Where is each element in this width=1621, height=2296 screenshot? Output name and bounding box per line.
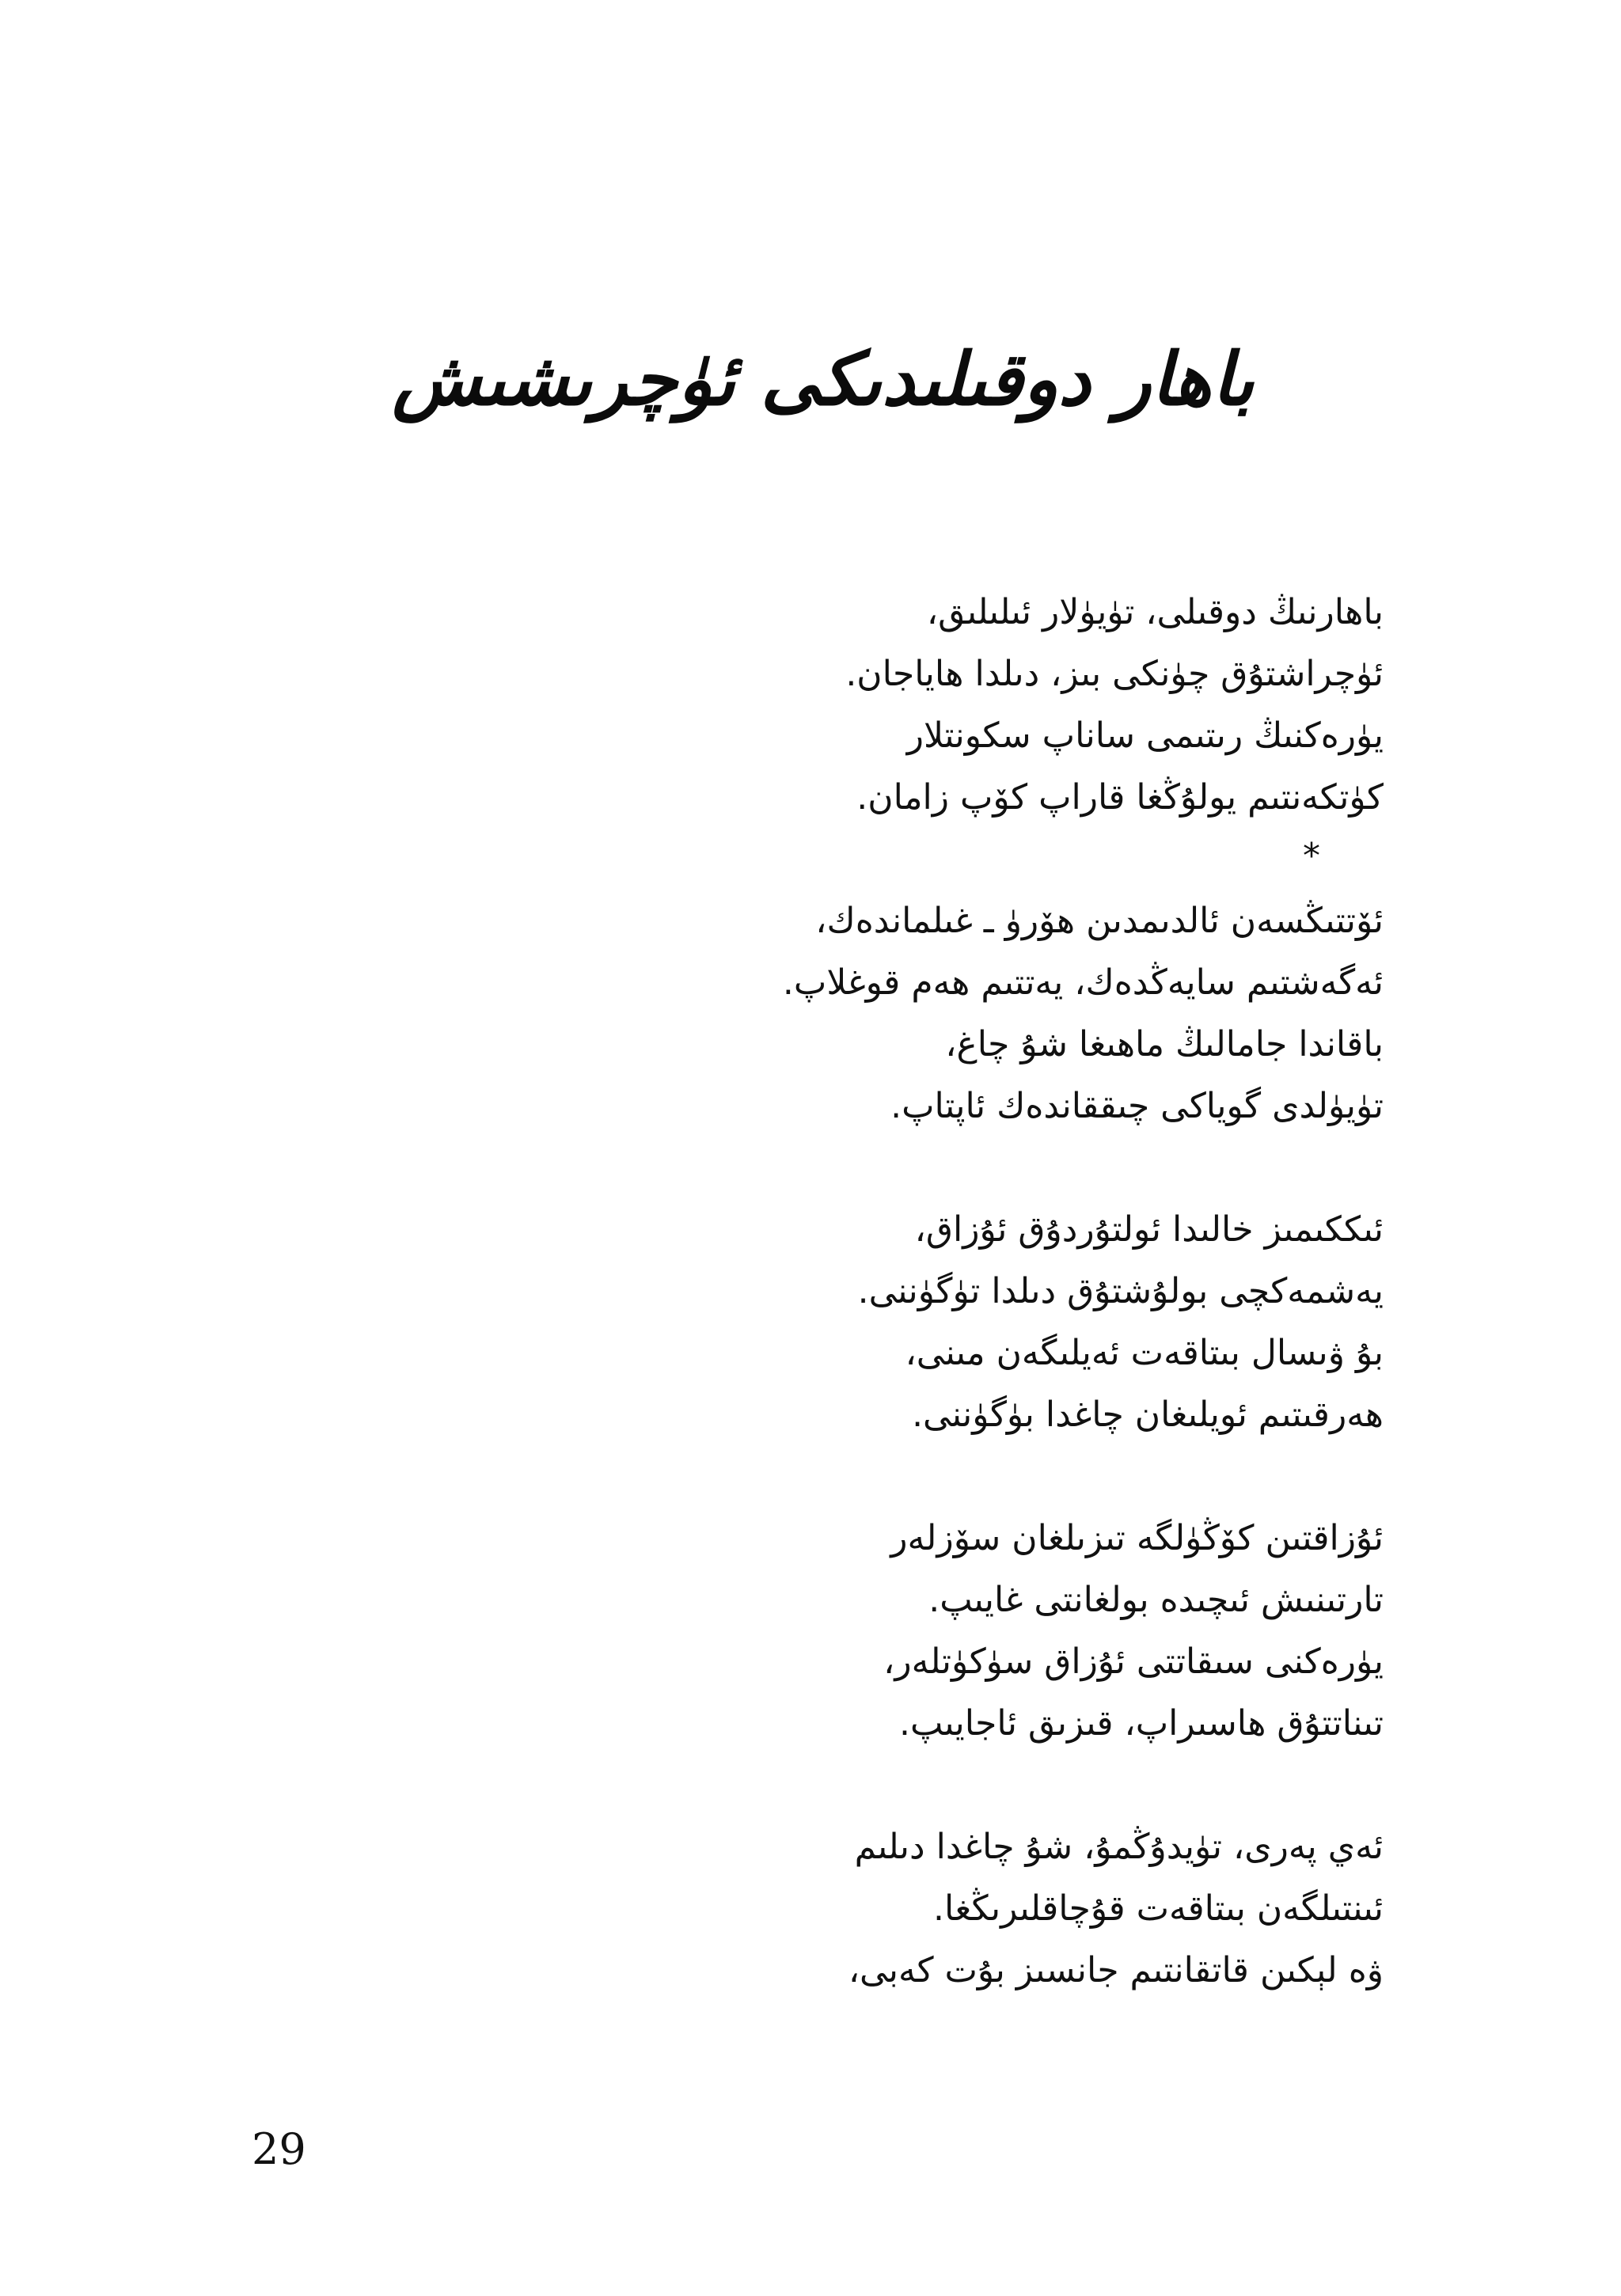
poem-line: تارتىنىش ئىچىدە بولغانتى غايىپ. (928, 1580, 1384, 1620)
poem-line: يۈرەكنىڭ رىتىمى ساناپ سكونتلار (906, 715, 1384, 756)
poem-line: ئەي پەرى، تۈيدۇڭمۇ، شۇ چاغدا دىلىم (854, 1827, 1384, 1867)
poem-line: يۈرەكنى سىقاتتى ئۇزاق سۈكۈتلەر، (883, 1641, 1384, 1682)
poem-line: ئىككىمىز خالىدا ئولتۇردۇق ئۇزاق، (914, 1209, 1384, 1250)
poem-line: ئۇزاقتىن كۆڭۈلگە تىزىلغان سۆزلەر (890, 1518, 1384, 1558)
stanza-4 (434, 1508, 1384, 1755)
stanza-2 (434, 829, 1384, 1137)
poem-line: ئىنتىلگەن بىتاقەت قۇچاقلىرىڭغا. (932, 1888, 1384, 1929)
poem-line: ئەگەشتىم سايەڭدەك، يەتتىم ھەم قوغلاپ. (782, 962, 1384, 1003)
poem-line: باھارنىڭ دوقىلى، تۈيۈلار ئىلىلىق، (926, 592, 1384, 632)
stanza-gap (434, 1755, 1384, 1816)
stanza-gap (434, 1446, 1384, 1508)
poem-line: تىناتتۇق ھاسىراپ، قىزىق ئاجايىپ. (899, 1703, 1384, 1744)
stanza-5 (434, 1816, 1384, 2002)
poem-line: كۈتكەنتىم يولۇڭغا قاراپ كۆپ زامان. (856, 777, 1384, 818)
poem-line: يەشمەكچى بولۇشتۇق دىلدا تۈگۈننى. (857, 1271, 1384, 1311)
stanza-gap (434, 1137, 1384, 1199)
poem-line: ۋە لېكىن قاتقانتىم جانسىز بۇت كەبى، (848, 1950, 1384, 1990)
stanza-1 (434, 582, 1384, 829)
stanza-separator: * (1303, 836, 1320, 876)
poem-line: ئۆتتىڭسەن ئالدىمدىن ھۆرۈ ـ غىلماندەك، (815, 901, 1384, 941)
poem-line: بۇ ۋىسال بىتاقەت ئەيلىگەن مىنى، (905, 1333, 1384, 1373)
poem-line: ئۈچراشتۇق چۈنكى بىز، دىلدا ھاياجان. (845, 654, 1384, 694)
poem-body (434, 582, 1384, 2002)
stanza-3 (434, 1199, 1384, 1446)
poem-title: باھار دوقىلىدىكى ئۈچرىشىش (392, 337, 1255, 422)
poem-line: تۈيۈلدى گوياكى چىققاندەك ئاپتاپ. (890, 1086, 1384, 1126)
poem-line: باقاندا جامالىڭ ماھىغا شۇ چاغ، (945, 1024, 1384, 1065)
page-number: 29 (252, 2124, 306, 2174)
poem-line: ھەرقىتىم ئويلىغان چاغدا بۈگۈننى. (912, 1395, 1384, 1435)
